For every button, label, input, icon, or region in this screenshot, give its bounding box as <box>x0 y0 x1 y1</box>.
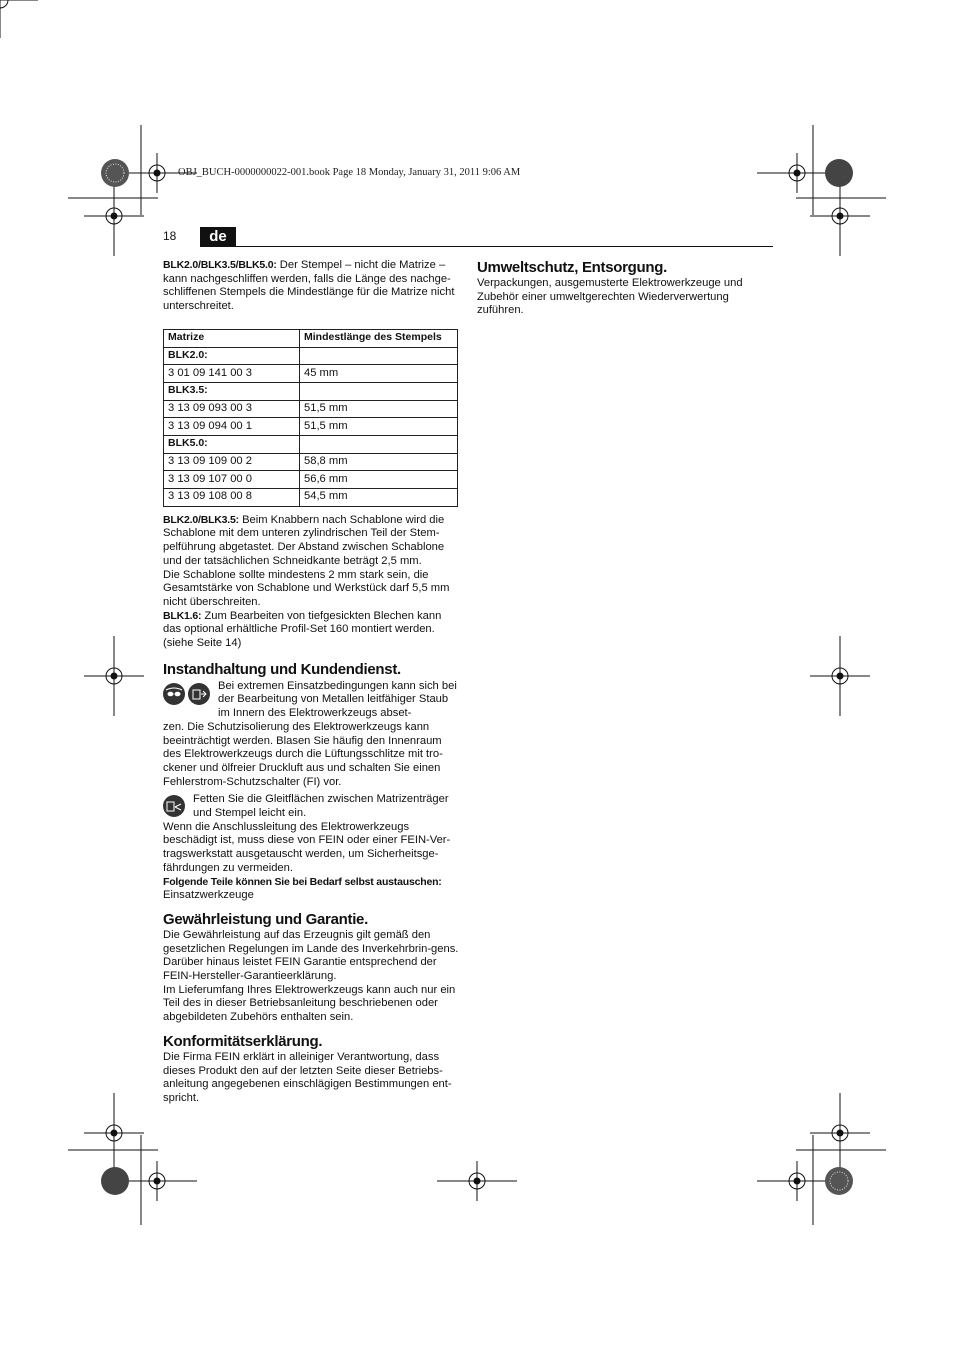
header-rule <box>200 246 773 247</box>
conformity-paragraph: Die Firma FEIN erklärt in alleiniger Verantwortung, dass dieses Produkt den auf der letzten Seite dieser Betriebs-anleitung angegebenen einschlägigen Bestimmungen ent-spricht. <box>163 1050 452 1104</box>
table-row: BLK3.5: <box>164 382 458 400</box>
table-row: 3 13 09 109 00 2 58,8 mm <box>164 453 458 471</box>
template-paragraph: BLK2.0/BLK3.5: Beim Knabbern nach Schablone wird die Schablone mit dem unteren zylindrischen Teil der Stem-pelführung abgetastet. Der Abstand zwischen Schablone und der tatsächlichen Schneidkante beträgt 2,5 mm. <box>163 513 445 567</box>
blow-out-tool-icon <box>188 683 210 705</box>
maintenance-continuation: zen. Die Schutzisolierung des Elektrowerkzeugs kann beeinträchtigt werden. Blasen Sie häufig den Innenraum des Elektrowerkzeugs durch die Lüftungsschlitze mit tro-ckener und ölfreier Druckluft aus und schalten Sie einen Fehlerstrom-Schutzschalter (FI) vor. <box>163 720 443 788</box>
language-tag: de <box>200 227 236 246</box>
warranty-heading: Gewährleistung und Garantie. <box>163 910 368 928</box>
table-row: 3 13 09 094 00 1 51,5 mm <box>164 418 458 436</box>
replaceable-parts-label: Folgende Teile können Sie bei Bedarf selbst austauschen: <box>163 875 442 888</box>
template-thickness-paragraph: Die Schablone sollte mindestens 2 mm stark sein, die Gesamtstärke von Schablone und Werkstück darf 5,5 mm nicht überschreiten. <box>163 568 450 608</box>
maintenance-heading: Instandhaltung und Kundendienst. <box>163 660 401 678</box>
left-column <box>163 259 460 1106</box>
right-column <box>477 259 773 318</box>
table-row: BLK2.0: <box>164 347 458 365</box>
table-row: 3 13 09 093 00 3 51,5 mm <box>164 400 458 418</box>
table-row: 3 13 09 107 00 0 56,6 mm <box>164 471 458 489</box>
warranty-paragraph-1: Die Gewährleistung auf das Erzeugnis gilt gemäß den gesetzlichen Regelungen im Lande des Inverkehrbrin-gens. Darüber hinaus leistet FEIN Garantie entsprechend der FEIN-Hersteller-Garantieerklärung. <box>163 928 459 983</box>
protective-goggles-icon <box>163 683 185 705</box>
table-header-length: Mindestlänge des Stempels <box>300 329 458 347</box>
icon-group <box>163 683 210 705</box>
maintenance-icon-text: Bei extremen Einsatzbedingungen kann sich bei der Bearbeitung von Metallen leitfähiger Staub im Innern des Elektrowerkzeugs abset- <box>218 679 457 720</box>
table-row: BLK5.0: <box>164 435 458 453</box>
book-line: OBJ_BUCH-0000000022-001.book Page 18 Monday, January 31, 2011 9:06 AM <box>178 167 521 178</box>
table-row: 3 13 09 108 00 8 54,5 mm <box>164 489 458 507</box>
table-header-row <box>164 329 458 347</box>
profile-set-paragraph: BLK1.6: Zum Bearbeiten von tiefgesickten Blechen kann das optional erhältliche Profil-Set 160 montiert werden. (siehe Seite 14) <box>163 609 442 650</box>
table-row: 3 01 09 141 00 3 45 mm <box>164 365 458 383</box>
table-header-matrize: Matrize <box>164 329 300 347</box>
grease-block <box>163 793 460 820</box>
environment-paragraph: Verpackungen, ausgemusterte Elektrowerkzeuge und Zubehör einer umweltgerechten Wiederverwertung zuführen. <box>477 277 743 317</box>
warranty-paragraph-2: Im Lieferumfang Ihres Elektrowerkzeugs kann auch nur ein Teil des in dieser Betriebsanleitung beschriebenen oder abgebildeten Zubehörs enthalten sein. <box>163 983 456 1024</box>
intro-paragraph: BLK2.0/BLK3.5/BLK5.0: Der Stempel – nicht die Matrize – kann nachgeschliffen werden, falls die Länge des nachge-schliffenen Stempels die Mindestlänge für die Matrize nicht unterschreitet. <box>163 259 455 313</box>
environment-heading: Umweltschutz, Entsorgung. <box>477 259 668 276</box>
cable-paragraph: Wenn die Anschlussleitung des Elektrowerkzeugs beschädigt ist, muss diese von FEIN oder einer FEIN-Ver-tragswerkstatt ausgetauscht werden, um Sicherheitsge-fährdungen zu vermeiden. <box>163 820 451 874</box>
replaceable-parts-text: Einsatzwerkzeuge <box>163 889 254 902</box>
page-number: 18 <box>163 229 177 243</box>
stamp-length-table <box>163 329 458 507</box>
grease-text: Fetten Sie die Gleitflächen zwischen Matrizenträger und Stempel leicht ein. <box>193 793 449 820</box>
conformity-heading: Konformitätserklärung. <box>163 1032 323 1050</box>
grease-icon <box>163 795 185 817</box>
maintenance-block <box>163 680 460 790</box>
